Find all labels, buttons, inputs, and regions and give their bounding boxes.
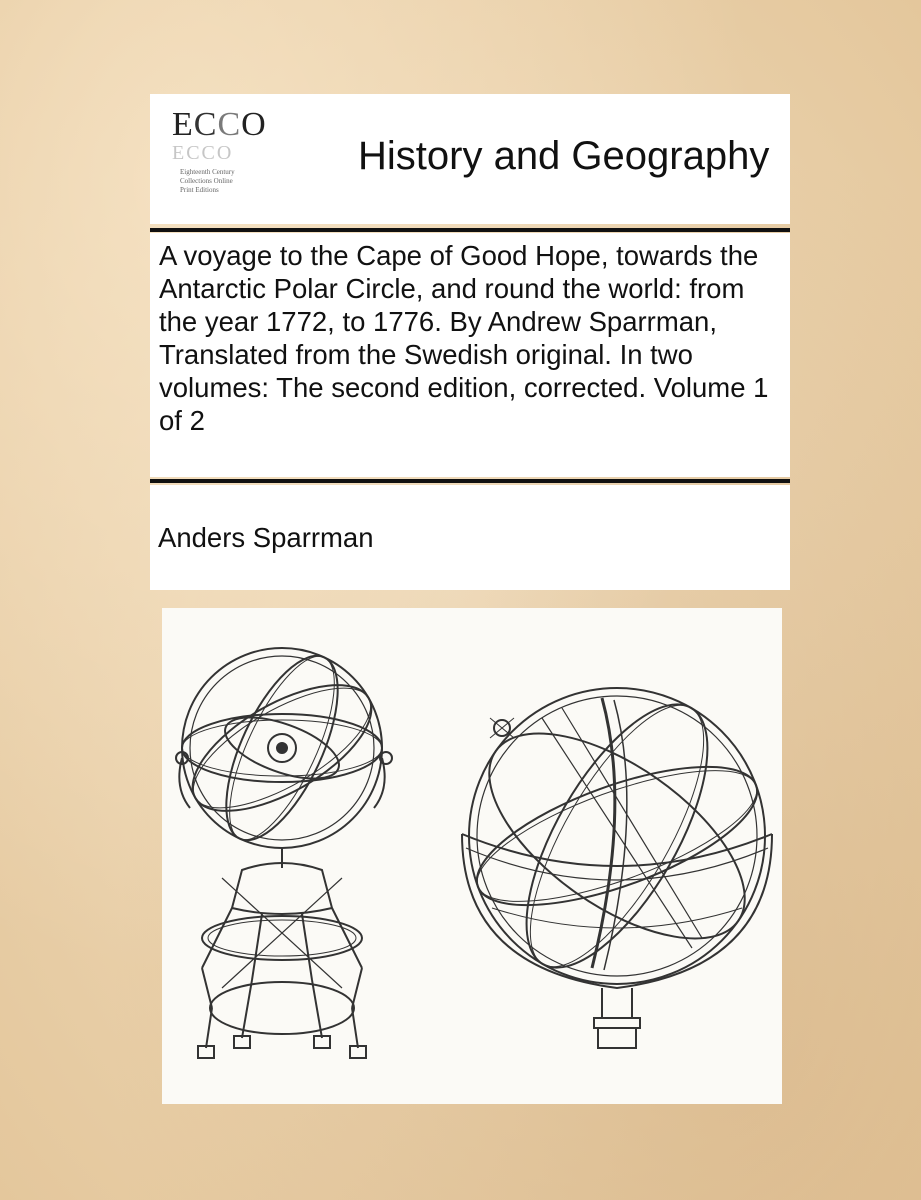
armillary-sphere-icon [456, 678, 779, 1048]
book-title: A voyage to the Cape of Good Hope, towards the Antarctic Polar Circle, and round the world: from the year 1772, to 1776. By Andrew Sparrman, Translated from the Swedish original. In two volumes: The second edition, corrected. Volume 1 of 2 [159, 240, 769, 436]
logo-letter-o: O [241, 106, 267, 143]
logo-letter-c1: C [193, 106, 218, 143]
ecco-logo [172, 106, 267, 212]
armillary-spheres-illustration [162, 608, 782, 1104]
illustration-panel [162, 608, 782, 1104]
author-name: Anders Sparrman [158, 522, 374, 553]
bottom-divider [150, 479, 790, 483]
logo-letter-e: E [172, 106, 194, 143]
logo-mark [172, 106, 267, 143]
armillary-sphere-icon [173, 640, 392, 1058]
logo-subtitle-line-1: Eighteenth Century [180, 168, 235, 176]
header-panel [150, 94, 790, 224]
title-panel [150, 233, 790, 477]
author-panel [150, 485, 790, 590]
logo-faint-reflection: ECCO [172, 142, 234, 164]
top-divider [150, 228, 790, 232]
logo-subtitle-line-2: Collections Online [180, 177, 233, 185]
logo-subtitle-line-3: Print Editions [180, 186, 219, 194]
series-title: History and Geography [358, 134, 770, 178]
logo-letter-c2: C [217, 106, 242, 143]
